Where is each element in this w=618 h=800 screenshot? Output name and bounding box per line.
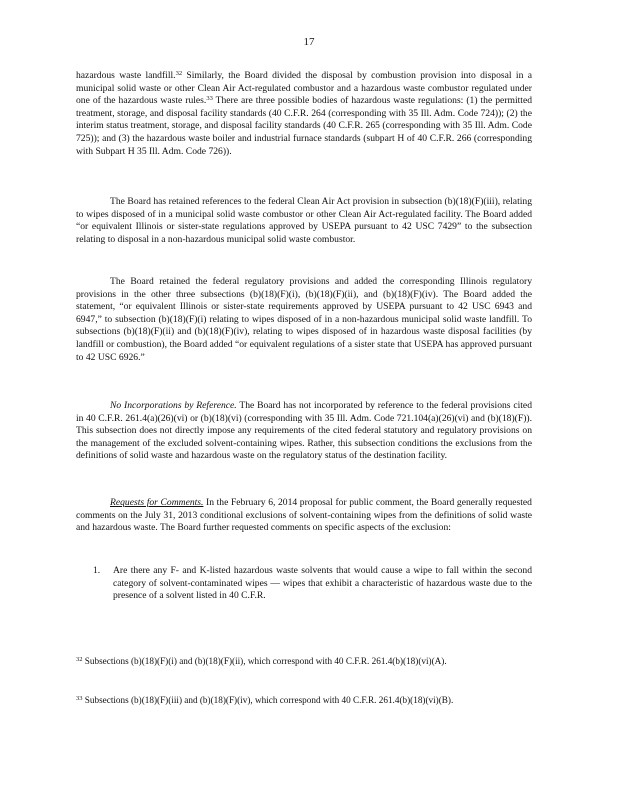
section-heading: Requests for Comments.: [110, 497, 204, 508]
paragraph-federal-provisions: The Board retained the federal regulatory provisions and added the corresponding Illinois regulatory provisions in the other three subsections (b)(18)(F)(i), (b)(18)(F)(ii), and (b)(18)(F)(iv). The Board added the statement, “or equivalent Illinois or sister-state requirements approved by USEPA pursuant to 42 USC 6943 and 6947,” to subsection (b)(18)(F)(i) relating to wipes disposed of in a non-hazardous municipal solid waste landfill. To subsections (b)(18)(F)(ii) and (b)(18)(F)(iv), relating to wipes disposed of in hazardous waste disposal facilities (by landfill or combustion), the Board added “or equivalent regulations of a sister state that USEPA has approved pursuant to 42 USC 6926.”: [76, 276, 532, 363]
footnote-divider: [76, 646, 206, 647]
footnote-text: Subsections (b)(18)(F)(i) and (b)(18)(F)(ii), which correspond with 40 C.F.R. 261.4(b)(18)(vi)(A).: [82, 656, 447, 666]
paragraph-text: Similarly, the Board divided the disposal by combustion provision into disposal in a municipal solid waste or other Clean Air Act-regulated combustor and a hazardous waste combustor regulated under one of the hazardous waste rules.: [76, 70, 532, 107]
footnote-reference: 32: [175, 70, 183, 77]
paragraph-clean-air-act: The Board has retained references to the federal Clean Air Act provision in subsection (b)(18)(F)(iii), relating to wipes disposed of in a municipal solid waste combustor or other Clean Air Act-regulated facility. The Board added “or equivalent Illinois or sister-state regulations approved by USEPA pursuant to 42 USC 7429” to the subsection relating to disposal in a non-hazardous municipal solid waste combustor.: [76, 196, 532, 245]
footnote-text: Subsections (b)(18)(F)(iii) and (b)(18)(F)(iv), which correspond with 40 C.F.R. 261.4(b)(18)(vi)(B).: [82, 695, 454, 705]
list-item: [93, 565, 532, 603]
paragraph-text: In the February 6, 2014 proposal for public comment, the Board generally requested comments on the July 31, 2013 conditional exclusions of solvent-containing wipes from the definitions of solid waste and hazardous waste. The Board further requested comments on specific aspects of the exclusion:: [76, 497, 532, 534]
footnote: [76, 694, 532, 706]
paragraph-text: The Board has not incorporated by reference to the federal provisions cited in 40 C.F.R. 261.4(a)(26)(vi) or (b)(18)(vi) (corresponding with 35 Ill. Adm. Code 721.104(a)(26)(vi) and (b)(18)(F)). This subsection does not directly impose any requirements of the cited federal statutory and regulatory provisions on the management of the excluded solvent-containing wipes. Rather, this subsection conditions the exclusions from the definitions of solid waste and hazardous waste on the regulatory status of the destination facility.: [76, 400, 532, 462]
paragraph-requests-for-comments: [76, 497, 532, 535]
footnote-marker: 33: [76, 695, 83, 702]
footnote-reference: 33: [206, 95, 213, 103]
list-item-text: Are there any F- and K-listed hazardous waste solvents that would cause a wipe to fall within the second category of solvent-contaminated wipes — wipes that exhibit a characteristic of hazardous waste due to the presence of a solvent listed in 40 C.F.R.: [113, 565, 532, 602]
list-item-number: 1.: [93, 565, 101, 576]
paragraph-text: hazardous waste landfill.: [76, 70, 176, 81]
footnote-marker: 32: [76, 656, 83, 663]
paragraph-combustion-disposal: [76, 70, 532, 158]
section-heading: No Incorporations by Reference.: [110, 400, 237, 411]
page-number: 17: [303, 36, 315, 48]
paragraph-no-incorporations: [76, 400, 532, 463]
footnote: [76, 655, 532, 667]
paragraph-text: There are three possible bodies of hazardous waste regulations: (1) the permitted treatment, storage, and disposal facility standards (40 C.F.R. 264 (corresponding with 35 Ill. Adm. Code 724)); (2) the interim status treatment, storage, and disposal facility standards (40 C.F.R. 265 (corresponding with 35 Ill. Adm. Code 725)); and (3) the hazardous waste boiler and industrial furnace standards (subpart H of 40 C.F.R. 266 (corresponding with Subpart H 35 Ill. Adm. Code 726)).: [76, 95, 532, 157]
